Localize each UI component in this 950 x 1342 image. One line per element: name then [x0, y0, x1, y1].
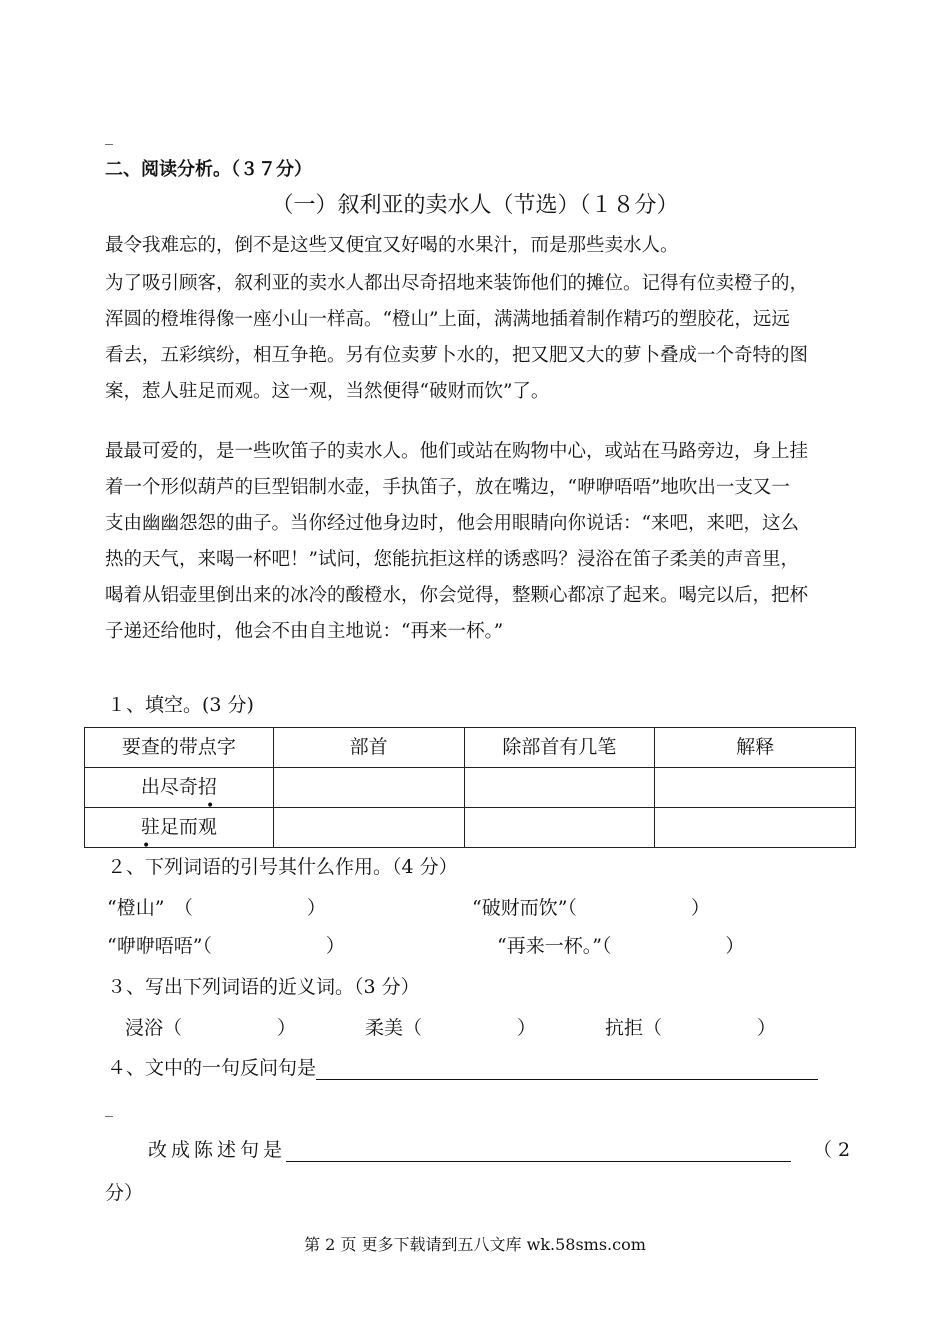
paragraph-line: 喝着从铝壶里倒出来的冰冷的酸橙水，你会觉得，整颗心都凉了起来。喝完以后，把杯 [105, 585, 809, 606]
table-header-cell: 解释 [655, 728, 856, 768]
table-header-row [85, 728, 856, 768]
question-3-item[interactable]: 抗拒（ ） [605, 1017, 777, 1039]
table-row [85, 768, 856, 808]
q4-dash: _ [105, 1098, 113, 1117]
table-row [85, 808, 856, 848]
paragraph-line: 为了吸引顾客，叙利亚的卖水人都出尽奇招地来装饰他们的摊位。记得有位卖橙子的， [105, 273, 809, 294]
paragraph-line: 支由幽幽怨怨的曲子。当你经过他身边时，他会用眼睛向你说话：“来吧，来吧，这么 [105, 513, 799, 534]
paragraph-1 [105, 228, 850, 264]
emphasis-dot: • [142, 838, 151, 854]
answer-blank-1[interactable] [316, 1057, 818, 1080]
question-3-item[interactable]: 浸浴（ ） [125, 1017, 297, 1039]
question-4-label: ４、文中的一句反问句是 [107, 1057, 317, 1079]
answer-cell[interactable] [273, 808, 464, 848]
paragraph-line: 热的天气，来喝一杯吧！”试问，您能抗拒这样的诱惑吗？浸浴在笛子柔美的声音里， [105, 549, 799, 570]
article-title: （一）叙利亚的卖水人（节选）（１８分） [271, 193, 679, 218]
question-4-score-unit: 分） [105, 1182, 144, 1204]
answer-blank-2[interactable] [286, 1139, 791, 1162]
paragraph-line: 子递还给他时，他会不由自主地说：“再来一杯。” [105, 621, 504, 642]
question-3-label: ３、写出下列词语的近义词。（3 分） [107, 976, 420, 998]
top-dash: _ [105, 126, 113, 145]
paragraph-2 [105, 266, 850, 410]
table-header-cell: 部首 [273, 728, 464, 768]
answer-cell[interactable] [655, 808, 856, 848]
paragraph-line: 着一个形似葫芦的巨型铝制水壶，手执笛子，放在嘴边，“咿咿唔唔”地吹出一支又一 [105, 477, 790, 498]
table-cell-word: 驻足而观 • [85, 808, 274, 848]
question-2-item[interactable]: “咿咿唔唔”（ ） [107, 935, 345, 957]
answer-cell[interactable] [655, 768, 856, 808]
table-header-cell: 除部首有几笔 [464, 728, 655, 768]
question-4-line-2 [148, 1135, 791, 1162]
question-4-restate-label: 改成陈述句是 [148, 1139, 287, 1161]
question-3-item[interactable]: 柔美（ ） [365, 1017, 537, 1039]
paragraph-3 [105, 434, 850, 650]
question-1-label: １、填空。(3 分) [107, 694, 254, 716]
paragraph-line: 最令我难忘的，倒不是这些又便宜又好喝的水果汁，而是那些卖水人。 [105, 235, 679, 256]
page-footer: 第 2 页 更多下载请到五八文库 wk.58sms.com [304, 1235, 646, 1254]
section-title: 二、阅读分析。（３７分） [105, 159, 312, 180]
question-2-label: ２、下列词语的引号其什么作用。（4 分） [107, 856, 458, 878]
answer-cell[interactable] [464, 768, 655, 808]
paragraph-line: 案，惹人驻足而观。这一观，当然便得“破财而饮”了。 [105, 381, 550, 402]
answer-cell[interactable] [464, 808, 655, 848]
table-header-cell: 要查的带点字 [85, 728, 274, 768]
emphasis-dot: • [206, 798, 215, 814]
table-cell-word: 出尽奇招 • [85, 768, 274, 808]
question-2-item[interactable]: “橙山” （ ） [107, 897, 326, 919]
paragraph-line: 看去，五彩缤纷，相互争艳。另有位卖萝卜水的，把又肥又大的萝卜叠成一个奇特的图 [105, 345, 809, 366]
question-2-item[interactable]: “破财而饮”（ ） [472, 897, 710, 919]
answer-cell[interactable] [273, 768, 464, 808]
question-4-score: （2 [813, 1139, 857, 1161]
fill-in-table [84, 727, 856, 854]
question-2-item[interactable]: “再来一杯。”（ ） [497, 935, 745, 957]
paragraph-line: 最最可爱的，是一些吹笛子的卖水人。他们或站在购物中心，或站在马路旁边，身上挂 [105, 441, 809, 462]
paragraph-line: 浑圆的橙堆得像一座小山一样高。“橙山”上面，满满地插着制作精巧的塑胶花，远远 [105, 309, 790, 330]
question-4-line [107, 1053, 818, 1080]
